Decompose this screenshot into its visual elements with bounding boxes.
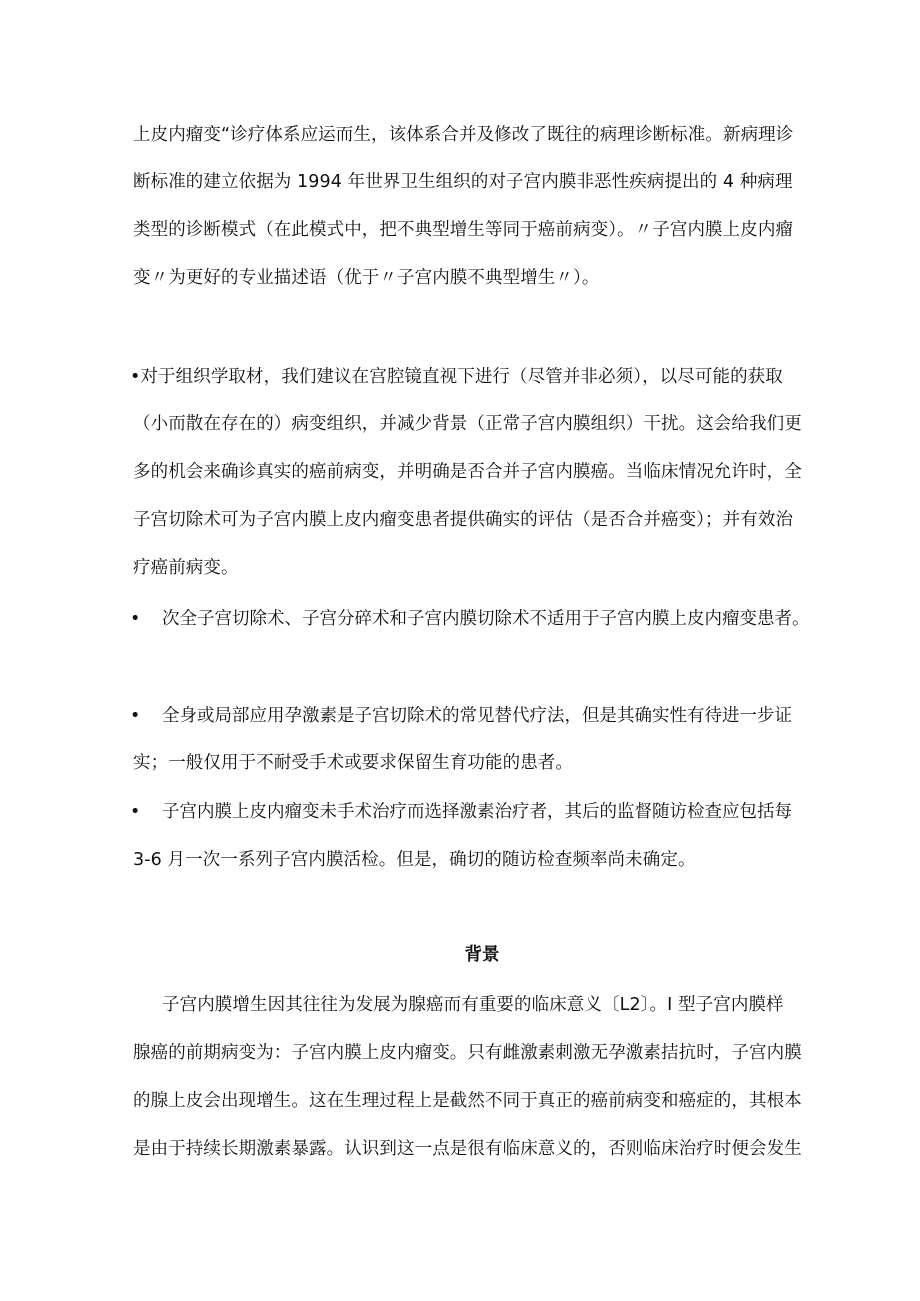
section-heading: 背景	[464, 945, 500, 965]
intro-line-1: 上皮内瘤变“诊疗体系应运而生，该体系合并及修改了既往的病理诊断标准。新病理诊	[133, 125, 794, 145]
intro-line-3: 类型的诊断模式（在此模式中，把不典型增生等同于癌前病变）。〃子宫内膜上皮内瘤	[133, 220, 794, 240]
bullet-2-cont: 实；一般仅用于不耐受手术或要求保留生育功能的患者。	[133, 753, 573, 773]
intro-line-4: 变〃为更好的专业描述语（优于〃子宫内膜不典型增生〃）。	[133, 268, 600, 288]
background-line-2: 腺癌的前期病变为：子宫内膜上皮内瘤变。只有雌激素刺激无孕激素拮抗时，子宫内膜	[133, 1043, 802, 1063]
bullet-3-cont: 3-6 月一次一系列子宫内膜活检。但是，确切的随访检查频率尚未确定。	[133, 850, 696, 870]
point1-line-5: 疗癌前病变。	[133, 558, 239, 578]
bullet-marker: •	[130, 802, 141, 822]
point1-line-2: （小而散在存在的）病变组织，并减少背景（正常子宫内膜组织）干扰。这会给我们更	[133, 414, 802, 434]
bullet-2-text: 全身或局部应用孕激素是子宫切除术的常见替代疗法，但是其确实性有待进一步证	[162, 706, 792, 726]
point1-line-1: •对于组织学取材，我们建议在宫腔镜直视下进行（尽管并非必须），以尽可能的获取	[130, 367, 783, 387]
bullet-1-text: 次全子宫切除术、子宫分碎术和子宫内膜切除术不适用于子宫内膜上皮内瘤变患者。	[162, 609, 810, 629]
bullet-marker: •	[130, 609, 141, 629]
intro-line-2: 断标准的建立依据为 1994 年世界卫生组织的对子宫内膜非恶性疾病提出的 4 种病理	[133, 172, 793, 192]
point1-line-4: 子宫切除术可为子宫内膜上皮内瘤变患者提供确实的评估（是否合并癌变）；并有效治	[133, 510, 794, 530]
point1-line-3: 多的机会来确诊真实的癌前病变，并明确是否合并子宫内膜癌。当临床情况允许时，全	[133, 462, 802, 482]
bullet-3-text: 子宫内膜上皮内瘤变未手术治疗而选择激素治疗者，其后的监督随访检查应包括每	[162, 802, 792, 822]
background-line-4: 是由于持续长期激素暴露。认识到这一点是很有临床意义的，否则临床治疗时便会发生	[133, 1139, 802, 1159]
background-line-1: 子宫内膜增生因其往往为发展为腺癌而有重要的临床意义〔L2〕。I 型子宫内膜样	[162, 995, 784, 1015]
background-line-3: 的腺上皮会出现增生。这在生理过程上是截然不同于真正的癌前病变和癌症的，其根本	[133, 1091, 802, 1111]
bullet-marker: •	[130, 706, 141, 726]
